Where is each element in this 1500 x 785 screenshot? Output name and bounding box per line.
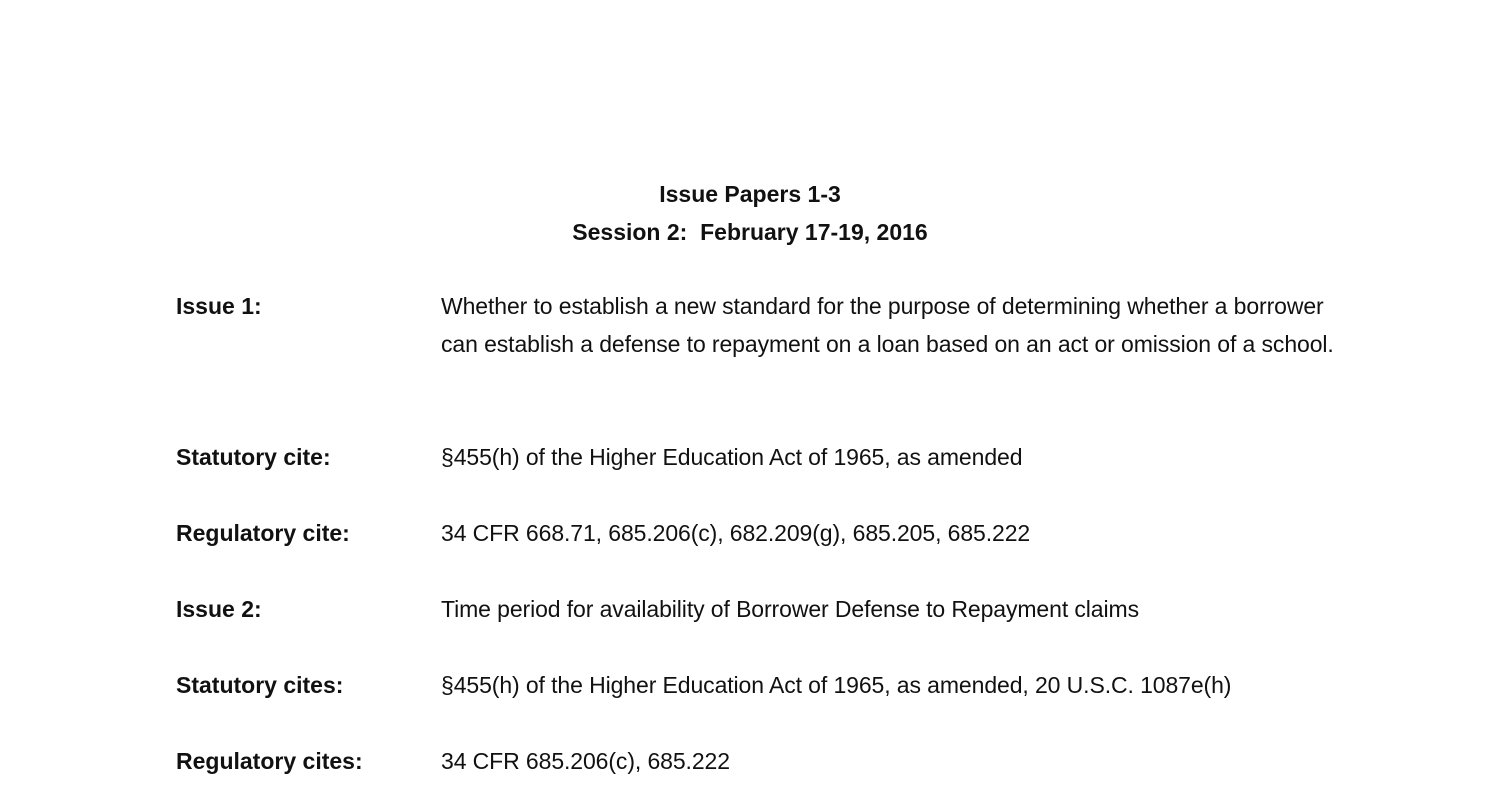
- statutory-cites-value: §455(h) of the Higher Education Act of 1965, as amended, 20 U.S.C. 1087e(h): [441, 672, 1232, 698]
- regulatory-cite-row: [176, 515, 1336, 591]
- issue-2-description: Time period for availability of Borrower Defense to Repayment claims: [441, 596, 1139, 622]
- statutory-cite-value: §455(h) of the Higher Education Act of 1965, as amended: [441, 444, 1023, 470]
- regulatory-cite-label: Regulatory cite:: [176, 520, 350, 546]
- regulatory-cites-label: Regulatory cites:: [176, 748, 363, 774]
- regulatory-cite-value: 34 CFR 668.71, 685.206(c), 682.209(g), 685.205, 685.222: [441, 520, 1031, 546]
- statutory-cite-label: Statutory cite:: [176, 444, 331, 470]
- issue-2-row: [176, 591, 1336, 667]
- regulatory-cites-value: 34 CFR 685.206(c), 685.222: [441, 748, 730, 774]
- statutory-cites-row: [176, 667, 1336, 743]
- issue-list: [176, 288, 1336, 783]
- issue-2-label: Issue 2:: [176, 596, 262, 622]
- statutory-cites-label: Statutory cites:: [176, 672, 344, 698]
- document-title: Issue Papers 1-3: [659, 181, 841, 207]
- issue-1-description: Whether to establish a new standard for the purpose of determining whether a borrower can establish a defense to repayment on a loan based on an act or omission of a school.: [441, 293, 1334, 357]
- statutory-cite-row: [176, 439, 1336, 515]
- document-header: [0, 176, 1500, 251]
- regulatory-cites-row: [176, 743, 1336, 783]
- issue-1-label: Issue 1:: [176, 293, 262, 319]
- issue-1-row: [176, 288, 1336, 439]
- session-dates: Session 2: February 17-19, 2016: [572, 218, 928, 245]
